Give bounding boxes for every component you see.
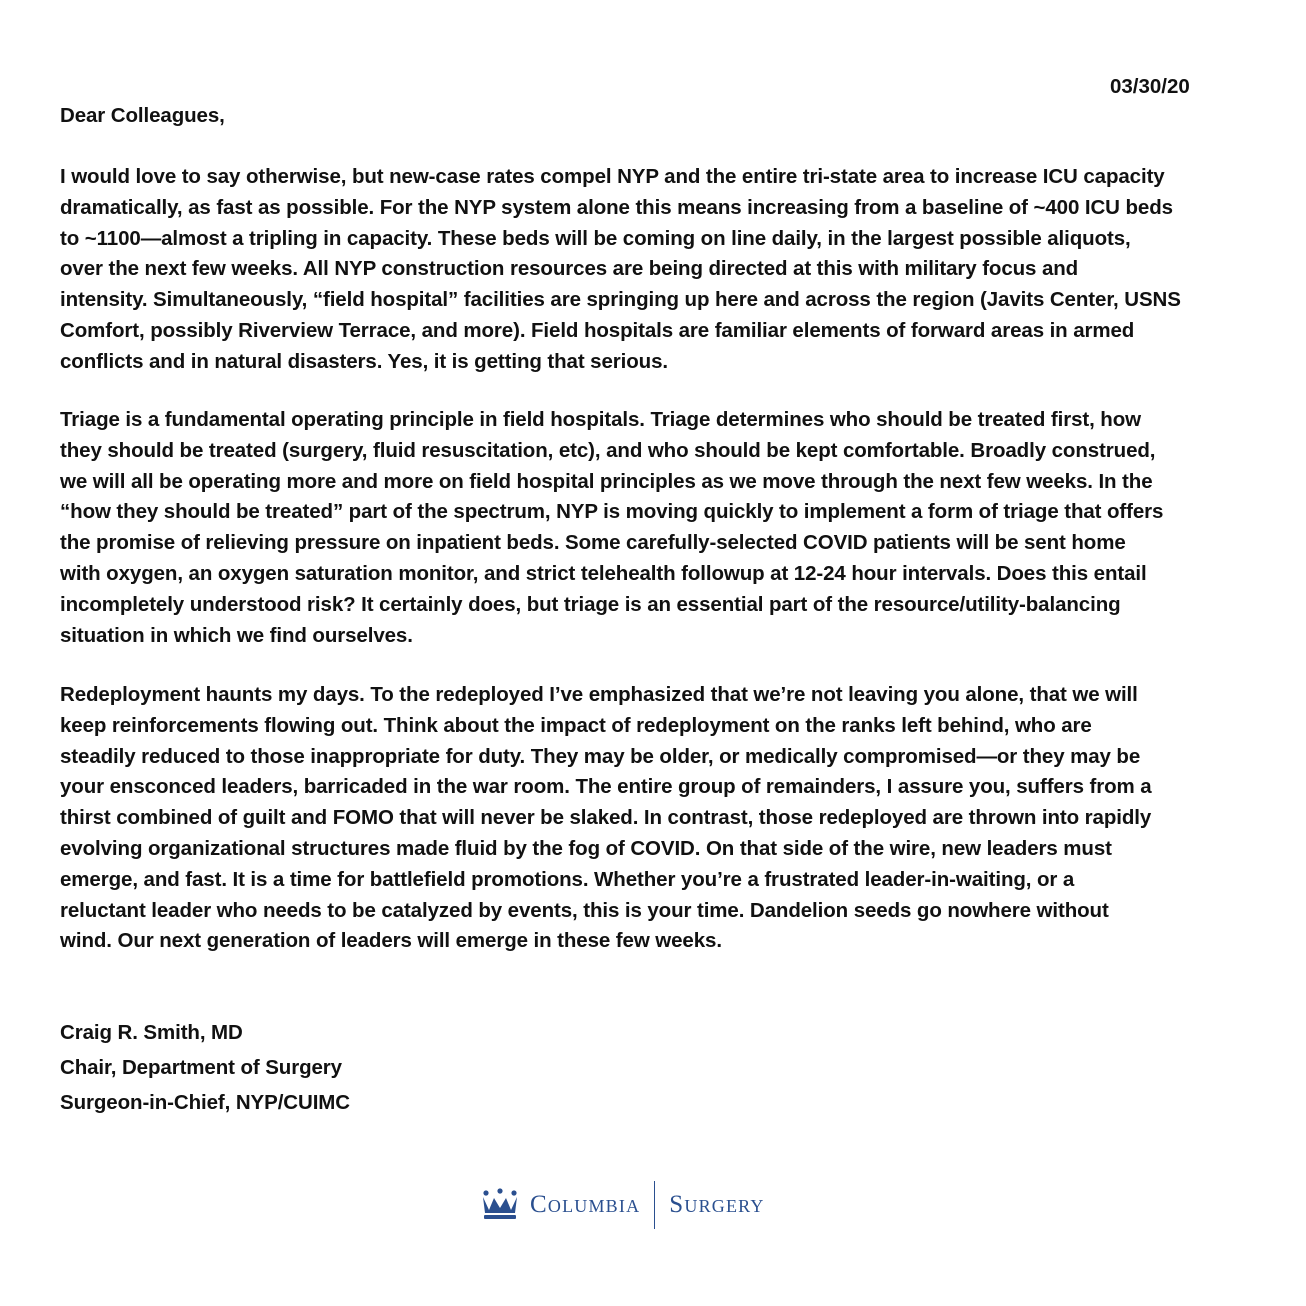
- paragraph-line: Comfort, possibly Riverview Terrace, and more). Field hospitals are familiar elements of forward areas in armed: [60, 318, 1135, 342]
- paragraph-line: Redeployment haunts my days. To the redeployed I’ve emphasized that we’re not leaving you alone, that we will: [60, 683, 1138, 706]
- paragraph-line: wind. Our next generation of leaders will emerge in these few weeks.: [60, 929, 722, 953]
- paragraph-line: your ensconced leaders, barricaded in the war room. The entire group of remainders, I assure you, suffers from a: [60, 775, 1152, 799]
- logo-divider: [654, 1181, 655, 1229]
- salutation: Dear Colleagues,: [60, 104, 225, 127]
- signature-block: [60, 1015, 1260, 1120]
- paragraph-line: we will all be operating more and more on field hospital principles as we move through the next few weeks. In the: [60, 469, 1153, 493]
- paragraph-line: evolving organizational structures made fluid by the fog of COVID. On that side of the wire, new leaders must: [60, 836, 1112, 860]
- signature-title: Chair, Department of Surgery: [60, 1056, 342, 1079]
- columbia-surgery-logo: [480, 1178, 765, 1232]
- signature-name: Craig R. Smith, MD: [60, 1021, 243, 1044]
- paragraph-line: “how they should be treated” part of the spectrum, NYP is moving quickly to implement a form of triage that offers: [60, 500, 1164, 524]
- logo-columbia-text: Columbia: [530, 1191, 641, 1218]
- paragraph-line: intensity. Simultaneously, “field hospital” facilities are springing up here and across the region (Javits Center, USNS: [60, 288, 1181, 312]
- letter-date: 03/30/20: [1110, 75, 1190, 98]
- paragraph-line: the promise of relieving pressure on inpatient beds. Some carefully-selected COVID patients will be sent home: [60, 531, 1126, 555]
- crown-icon: [480, 1188, 520, 1222]
- paragraph-2: [60, 405, 1260, 651]
- paragraph-line: thirst combined of guilt and FOMO that will never be slaked. In contrast, those redeployed are thrown into rapidly: [60, 806, 1152, 830]
- signature-title: Surgeon-in-Chief, NYP/CUIMC: [60, 1091, 350, 1114]
- paragraph-line: with oxygen, an oxygen saturation monitor, and strict telehealth followup at 12-24 hour intervals. Does this entail: [60, 561, 1147, 585]
- paragraph-line: incompletely understood risk? It certainly does, but triage is an essential part of the resource/utility-balancing: [60, 592, 1121, 616]
- paragraph-line: keep reinforcements flowing out. Think about the impact of redeployment on the ranks left behind, who are: [60, 713, 1092, 737]
- paragraph-line: situation in which we find ourselves.: [60, 623, 413, 647]
- paragraph-1: [60, 162, 1260, 378]
- paragraph-line: steadily reduced to those inappropriate for duty. They may be older, or medically compromised—or they may be: [60, 744, 1141, 768]
- logo-surgery-text: Surgery: [669, 1191, 765, 1218]
- paragraph-line: reluctant leader who needs to be catalyzed by events, this is your time. Dandelion seeds go nowhere without: [60, 898, 1109, 922]
- paragraph-3: [60, 680, 1260, 957]
- paragraph-line: over the next few weeks. All NYP construction resources are being directed at this with military focus and: [60, 257, 1079, 281]
- paragraph-line: emerge, and fast. It is a time for battlefield promotions. Whether you’re a frustrated leader-in-waiting, or a: [60, 867, 1075, 891]
- paragraph-line: conflicts and in natural disasters. Yes, it is getting that serious.: [60, 349, 668, 373]
- paragraph-line: they should be treated (surgery, fluid resuscitation, etc), and who should be kept comfortable. Broadly construed,: [60, 438, 1156, 462]
- paragraph-line: I would love to say otherwise, but new-case rates compel NYP and the entire tri-state area to increase ICU capacity: [60, 165, 1165, 188]
- paragraph-line: to ~1100—almost a tripling in capacity. These beds will be coming on line daily, in the largest possible aliquots,: [60, 226, 1131, 250]
- paragraph-line: dramatically, as fast as possible. For the NYP system alone this means increasing from a baseline of ~400 ICU beds: [60, 195, 1173, 219]
- paragraph-line: Triage is a fundamental operating principle in field hospitals. Triage determines who should be treated first, how: [60, 408, 1141, 431]
